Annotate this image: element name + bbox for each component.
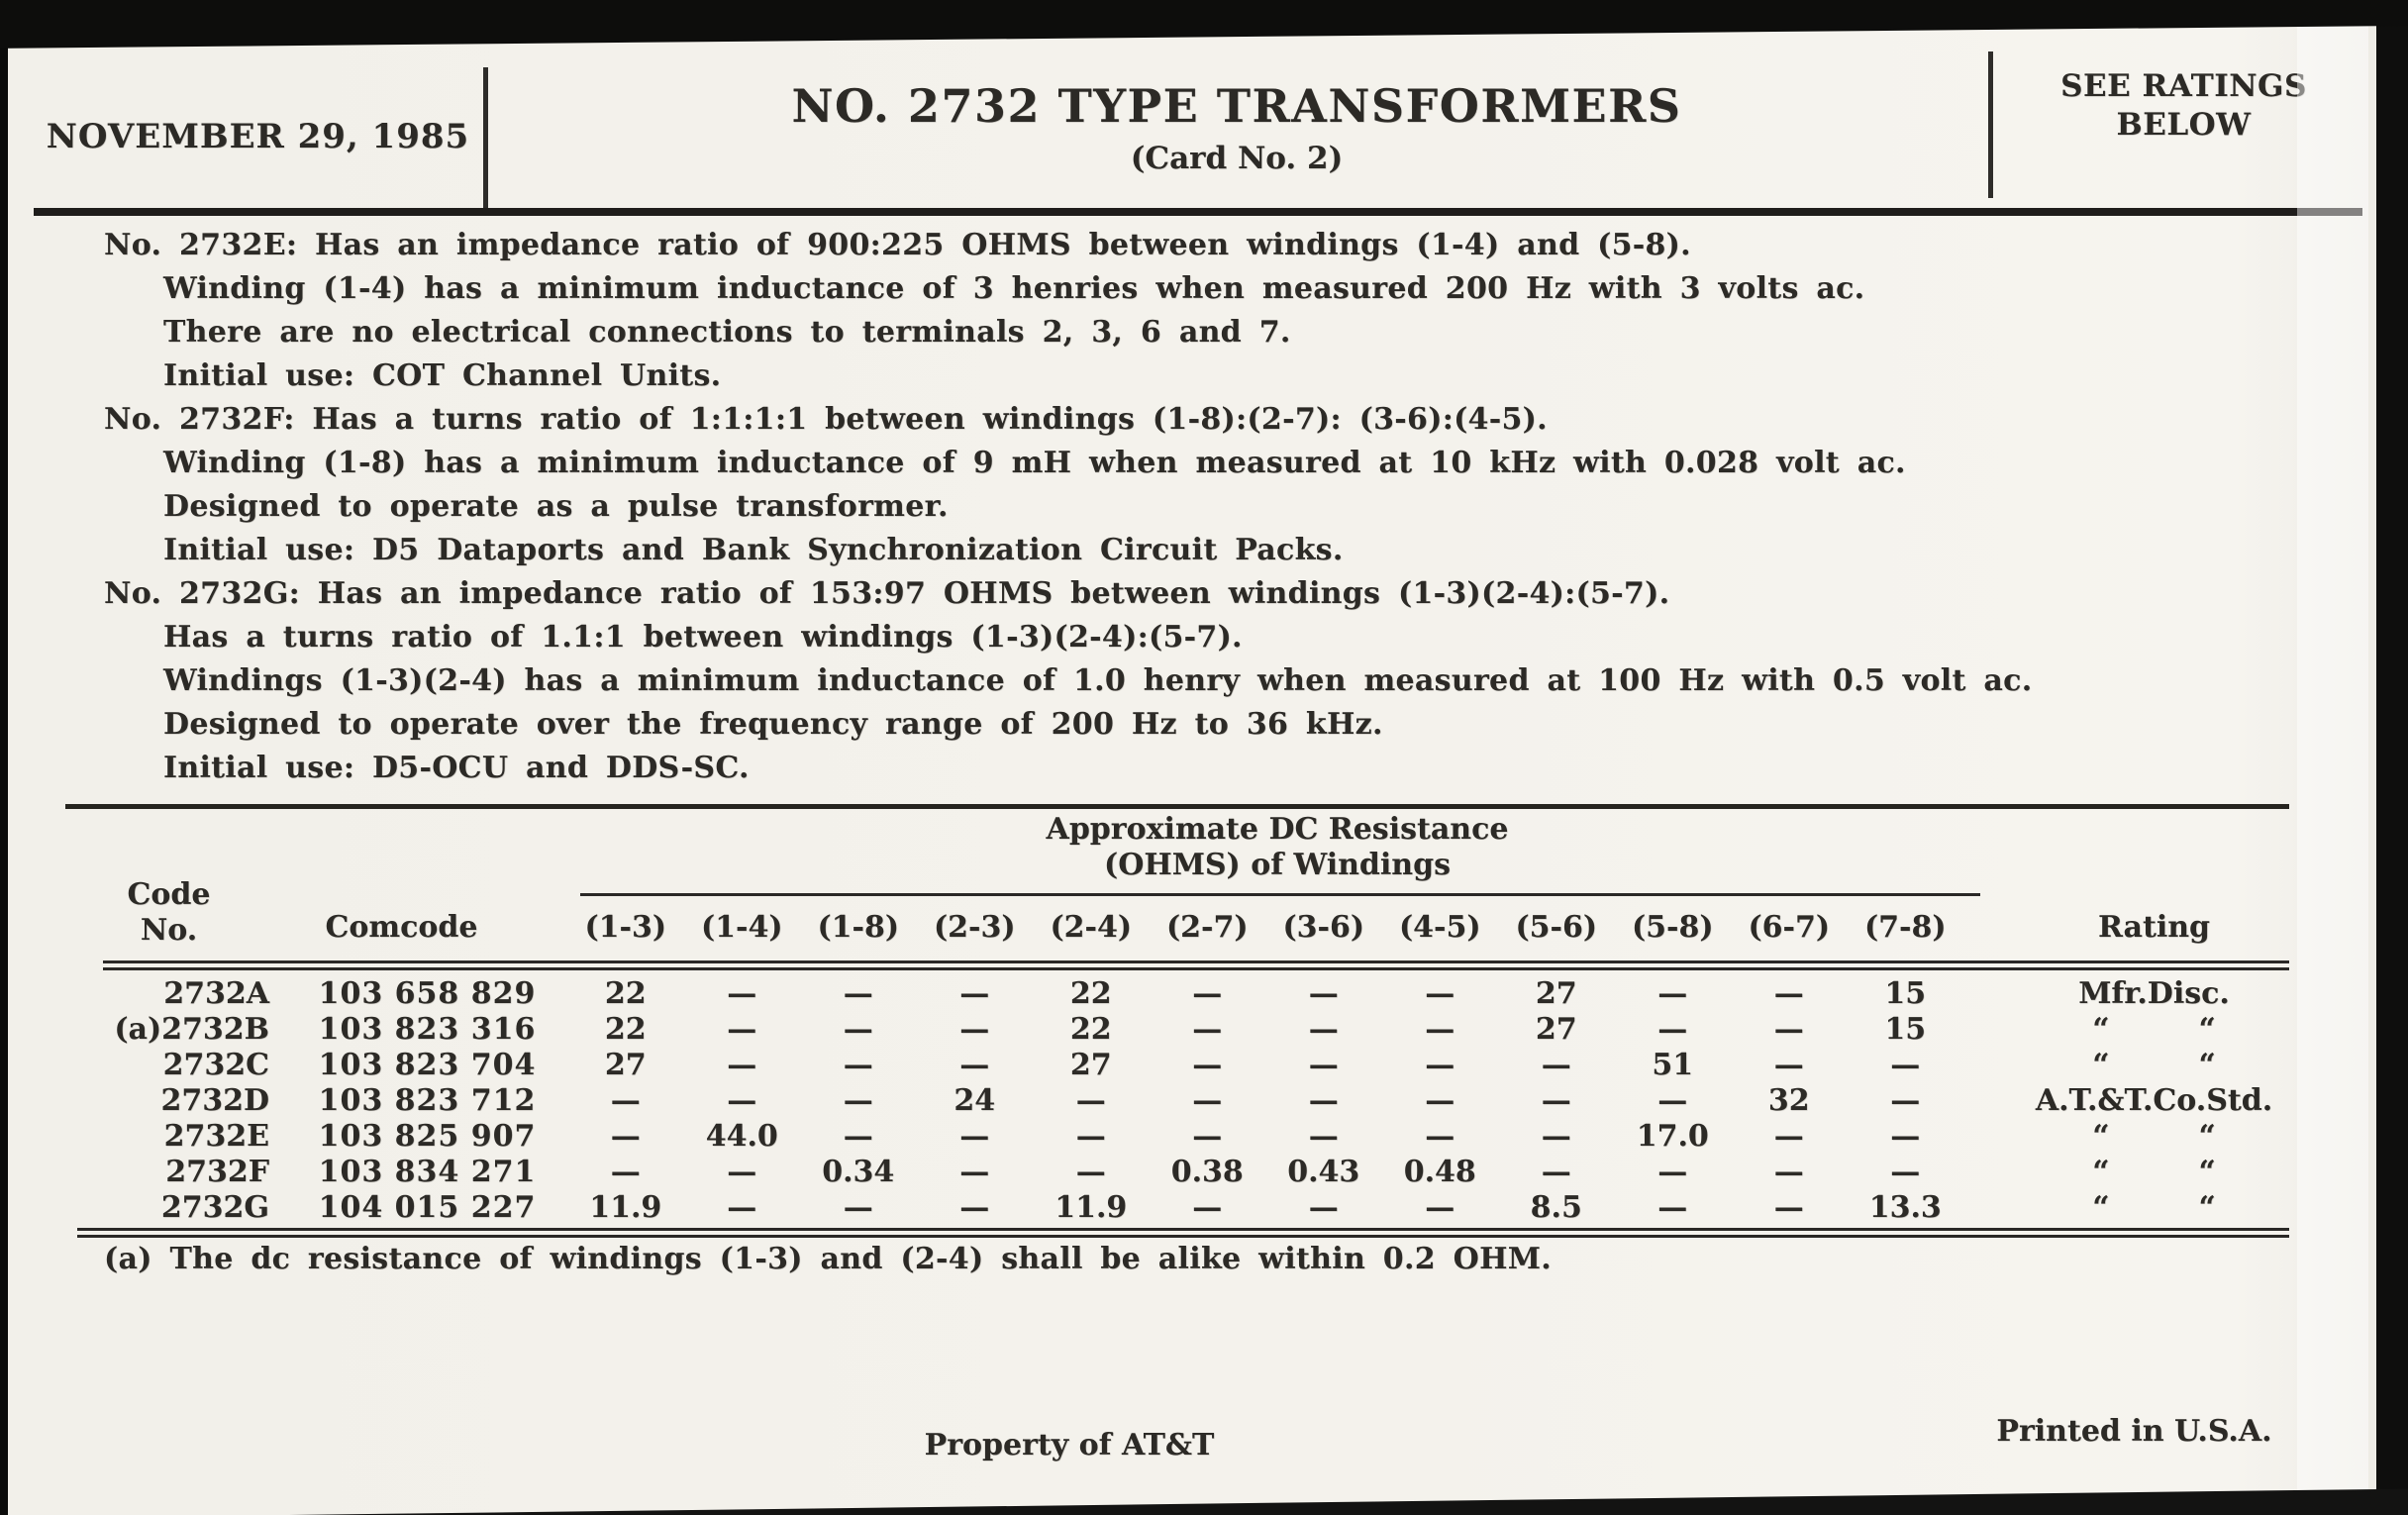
cell-winding-7-8: 15 bbox=[1884, 1012, 1927, 1047]
cell-winding-1-8: — bbox=[843, 1119, 873, 1154]
cell-winding-7-8: — bbox=[1890, 1048, 1921, 1082]
cell-winding-1-4: — bbox=[727, 1048, 757, 1082]
spec-line: Winding (1-8) has a minimum inductance of 9 mH when measured at 10 kHz with 0.028 volt ac. bbox=[163, 446, 1906, 480]
cell-winding-3-6: — bbox=[1308, 1048, 1339, 1082]
cell-winding-1-4: 44.0 bbox=[705, 1119, 778, 1154]
cell-winding-2-7: — bbox=[1192, 1119, 1223, 1154]
cell-code: 2732D bbox=[160, 1083, 269, 1118]
cell-winding-5-8: — bbox=[1657, 1012, 1688, 1047]
cell-winding-2-7: — bbox=[1192, 1048, 1223, 1082]
table-row bbox=[62, 1048, 2285, 1083]
cell-winding-2-7: — bbox=[1192, 1190, 1223, 1225]
cell-winding-5-6: — bbox=[1541, 1155, 1571, 1189]
cell-winding-1-8: — bbox=[843, 976, 873, 1011]
column-header-winding: (3-6) bbox=[1282, 910, 1365, 945]
table-top-rule bbox=[65, 804, 2289, 809]
cell-rating: “ “ bbox=[2092, 1119, 2216, 1154]
cell-code: (a)2732B bbox=[114, 1012, 269, 1047]
column-header-winding: (4-5) bbox=[1398, 910, 1481, 945]
cell-winding-2-3: — bbox=[959, 1012, 990, 1047]
cell-winding-4-5: — bbox=[1425, 1012, 1455, 1047]
cell-winding-2-4: — bbox=[1075, 1155, 1106, 1189]
cell-rating: “ “ bbox=[2092, 1190, 2216, 1225]
cell-winding-2-3: — bbox=[959, 976, 990, 1011]
cell-winding-2-3: 24 bbox=[953, 1083, 996, 1118]
cell-winding-3-6: — bbox=[1308, 1119, 1339, 1154]
table-row bbox=[62, 976, 2285, 1012]
cell-rating: A.T.&T.Co.Std. bbox=[2035, 1083, 2273, 1118]
spec-line: Initial use: D5-OCU and DDS-SC. bbox=[163, 751, 750, 785]
column-header-winding: (6-7) bbox=[1748, 910, 1831, 945]
cell-winding-5-8: — bbox=[1657, 976, 1688, 1011]
cell-comcode: 103 823 316 bbox=[318, 1012, 537, 1047]
cell-rating: “ “ bbox=[2092, 1155, 2216, 1189]
cell-winding-2-4: 22 bbox=[1069, 976, 1112, 1011]
spec-line: Initial use: COT Channel Units. bbox=[163, 358, 722, 393]
table-bottom-rule bbox=[77, 1228, 2289, 1238]
cell-winding-7-8: — bbox=[1890, 1119, 1921, 1154]
cell-winding-5-8: — bbox=[1657, 1190, 1688, 1225]
table-row bbox=[62, 1012, 2285, 1048]
cell-winding-6-7: — bbox=[1773, 1048, 1804, 1082]
cell-winding-1-4: — bbox=[727, 1190, 757, 1225]
footer-printed-label: Printed in U.S.A. bbox=[1996, 1414, 2272, 1449]
cell-winding-5-8: 51 bbox=[1652, 1048, 1694, 1082]
cell-winding-2-7: — bbox=[1192, 1083, 1223, 1118]
footer-property-label: Property of AT&T bbox=[924, 1428, 1215, 1463]
cell-winding-6-7: — bbox=[1773, 1119, 1804, 1154]
spec-line: Winding (1-4) has a minimum inductance of 3 henries when measured 200 Hz with 3 volts ac. bbox=[163, 271, 1865, 306]
cell-winding-7-8: 15 bbox=[1884, 976, 1927, 1011]
cell-winding-6-7: — bbox=[1773, 1190, 1804, 1225]
spec-line: Has a turns ratio of 1.1:1 between windings (1-3)(2-4):(5-7). bbox=[163, 620, 1243, 655]
cell-winding-1-3: — bbox=[610, 1119, 641, 1154]
spec-line: No. 2732F: Has a turns ratio of 1:1:1:1 between windings (1-8):(2-7): (3-6):(4-5). bbox=[104, 402, 1548, 437]
spec-line: There are no electrical connections to terminals 2, 3, 6 and 7. bbox=[163, 315, 1291, 350]
column-header-winding: (2-3) bbox=[933, 910, 1016, 945]
table-row bbox=[62, 1190, 2285, 1226]
column-header-code-line1: Code bbox=[127, 877, 211, 912]
cell-winding-1-4: — bbox=[727, 976, 757, 1011]
cell-winding-3-6: 0.43 bbox=[1287, 1155, 1360, 1189]
title-block bbox=[485, 79, 1988, 176]
cell-winding-1-3: 22 bbox=[604, 976, 647, 1011]
column-header-winding: (1-4) bbox=[700, 910, 783, 945]
cell-winding-1-3: 11.9 bbox=[589, 1190, 662, 1225]
cell-winding-4-5: — bbox=[1425, 1048, 1455, 1082]
cell-winding-1-4: — bbox=[727, 1012, 757, 1047]
cell-rating: “ “ bbox=[2092, 1048, 2216, 1082]
cell-winding-5-8: — bbox=[1657, 1155, 1688, 1189]
cell-winding-1-8: 0.34 bbox=[822, 1155, 895, 1189]
cell-winding-5-6: 27 bbox=[1535, 1012, 1577, 1047]
cell-winding-7-8: 13.3 bbox=[1868, 1190, 1942, 1225]
spec-line: Initial use: D5 Dataports and Bank Synchronization Circuit Packs. bbox=[163, 533, 1344, 567]
table-footnote: (a) The dc resistance of windings (1-3) and (2-4) shall be alike within 0.2 OHM. bbox=[104, 1242, 1552, 1276]
table-title-line2: (OHMS) of Windings bbox=[1104, 848, 1451, 882]
cell-winding-2-3: — bbox=[959, 1119, 990, 1154]
card-paper bbox=[8, 0, 2376, 1515]
cell-winding-1-3: 22 bbox=[604, 1012, 647, 1047]
cell-comcode: 103 823 712 bbox=[318, 1083, 537, 1118]
column-header-code bbox=[62, 877, 275, 949]
table-row bbox=[62, 1155, 2285, 1190]
cell-rating: “ “ bbox=[2092, 1012, 2216, 1047]
date-label: NOVEMBER 29, 1985 bbox=[46, 117, 470, 156]
cell-winding-1-3: — bbox=[610, 1155, 641, 1189]
column-header-winding: (2-7) bbox=[1165, 910, 1249, 945]
cell-winding-4-5: — bbox=[1425, 1083, 1455, 1118]
card-subtitle: (Card No. 2) bbox=[1130, 141, 1344, 176]
spec-line: No. 2732E: Has an impedance ratio of 900:225 OHMS between windings (1-4) and (5-8). bbox=[104, 228, 1691, 262]
cell-code: 2732E bbox=[163, 1119, 269, 1154]
cell-winding-1-8: — bbox=[843, 1012, 873, 1047]
ratings-note-line1: SEE RATINGS bbox=[2060, 68, 2307, 104]
cell-winding-5-6: — bbox=[1541, 1083, 1571, 1118]
ratings-note-line2: BELOW bbox=[2116, 107, 2252, 143]
column-header-winding: (1-3) bbox=[584, 910, 667, 945]
cell-winding-5-6: — bbox=[1541, 1048, 1571, 1082]
cell-winding-2-4: — bbox=[1075, 1083, 1106, 1118]
cell-comcode: 103 825 907 bbox=[318, 1119, 537, 1154]
spec-line: Designed to operate as a pulse transformer. bbox=[163, 489, 949, 524]
cell-winding-4-5: — bbox=[1425, 1119, 1455, 1154]
cell-comcode: 103 823 704 bbox=[318, 1048, 537, 1082]
cell-winding-3-6: — bbox=[1308, 1190, 1339, 1225]
header-rule bbox=[34, 208, 2362, 216]
column-header-winding: (5-6) bbox=[1515, 910, 1598, 945]
cell-comcode: 104 015 227 bbox=[318, 1190, 537, 1225]
column-header-winding: (7-8) bbox=[1863, 910, 1947, 945]
cell-winding-3-6: — bbox=[1308, 1083, 1339, 1118]
cell-winding-5-6: 27 bbox=[1535, 976, 1577, 1011]
cell-winding-2-3: — bbox=[959, 1048, 990, 1082]
cell-winding-2-7: — bbox=[1192, 976, 1223, 1011]
spec-line: Windings (1-3)(2-4) has a minimum inductance of 1.0 henry when measured at 100 Hz with 0.5 volt ac. bbox=[163, 663, 2033, 698]
table-body bbox=[62, 976, 2285, 1226]
cell-winding-1-3: — bbox=[610, 1083, 641, 1118]
cell-winding-2-4: 22 bbox=[1069, 1012, 1112, 1047]
cell-winding-2-3: — bbox=[959, 1155, 990, 1189]
cell-winding-4-5: 0.48 bbox=[1403, 1155, 1476, 1189]
cell-comcode: 103 658 829 bbox=[318, 976, 537, 1011]
cell-rating: Mfr.Disc. bbox=[2078, 976, 2230, 1011]
cell-winding-1-4: — bbox=[727, 1155, 757, 1189]
cell-winding-3-6: — bbox=[1308, 1012, 1339, 1047]
column-header-winding: (1-8) bbox=[817, 910, 900, 945]
cell-winding-5-8: 17.0 bbox=[1636, 1119, 1709, 1154]
cell-winding-1-8: — bbox=[843, 1190, 873, 1225]
cell-winding-6-7: — bbox=[1773, 1155, 1804, 1189]
page-title: NO. 2732 TYPE TRANSFORMERS bbox=[791, 79, 1682, 133]
column-header-comcode: Comcode bbox=[325, 910, 478, 945]
scan-edge-right bbox=[2376, 0, 2408, 1515]
cell-winding-1-4: — bbox=[727, 1083, 757, 1118]
cell-winding-2-7: 0.38 bbox=[1170, 1155, 1244, 1189]
cell-code: 2732C bbox=[162, 1048, 269, 1082]
cell-winding-7-8: — bbox=[1890, 1155, 1921, 1189]
cell-winding-4-5: — bbox=[1425, 1190, 1455, 1225]
cell-winding-2-4: — bbox=[1075, 1119, 1106, 1154]
table-title-line1: Approximate DC Resistance bbox=[1046, 812, 1509, 847]
column-header-winding: (5-8) bbox=[1631, 910, 1714, 945]
cell-comcode: 103 834 271 bbox=[318, 1155, 537, 1189]
table-header-row bbox=[62, 863, 2285, 949]
column-header-winding: (2-4) bbox=[1050, 910, 1133, 945]
cell-winding-6-7: — bbox=[1773, 976, 1804, 1011]
cell-winding-2-4: 11.9 bbox=[1054, 1190, 1128, 1225]
cell-winding-1-8: — bbox=[843, 1083, 873, 1118]
ratings-note bbox=[2008, 67, 2359, 145]
column-header-code-line2: No. bbox=[140, 913, 198, 948]
cell-winding-5-6: 8.5 bbox=[1530, 1190, 1582, 1225]
cell-winding-1-8: — bbox=[843, 1048, 873, 1082]
cell-winding-5-6: — bbox=[1541, 1119, 1571, 1154]
cell-winding-2-3: — bbox=[959, 1190, 990, 1225]
table-row bbox=[62, 1119, 2285, 1155]
cell-winding-5-8: — bbox=[1657, 1083, 1688, 1118]
cell-winding-7-8: — bbox=[1890, 1083, 1921, 1118]
spec-line: No. 2732G: Has an impedance ratio of 153:97 OHMS between windings (1-3)(2-4):(5-7). bbox=[104, 576, 1670, 611]
spec-line: Designed to operate over the frequency range of 200 Hz to 36 kHz. bbox=[163, 707, 1383, 742]
cell-winding-2-7: — bbox=[1192, 1012, 1223, 1047]
spec-paragraphs bbox=[8, 224, 2376, 790]
cell-winding-1-3: 27 bbox=[604, 1048, 647, 1082]
cell-winding-4-5: — bbox=[1425, 976, 1455, 1011]
cell-code: 2732F bbox=[165, 1155, 269, 1189]
table-header-rule bbox=[103, 960, 2289, 970]
column-header-rating: Rating bbox=[2097, 910, 2211, 945]
cell-winding-3-6: — bbox=[1308, 976, 1339, 1011]
cell-code: 2732A bbox=[163, 976, 269, 1011]
table-row bbox=[62, 1083, 2285, 1119]
cell-code: 2732G bbox=[160, 1190, 269, 1225]
cell-winding-6-7: 32 bbox=[1767, 1083, 1810, 1118]
cell-winding-6-7: — bbox=[1773, 1012, 1804, 1047]
cell-winding-2-4: 27 bbox=[1069, 1048, 1112, 1082]
header-divider-right bbox=[1988, 51, 1993, 198]
